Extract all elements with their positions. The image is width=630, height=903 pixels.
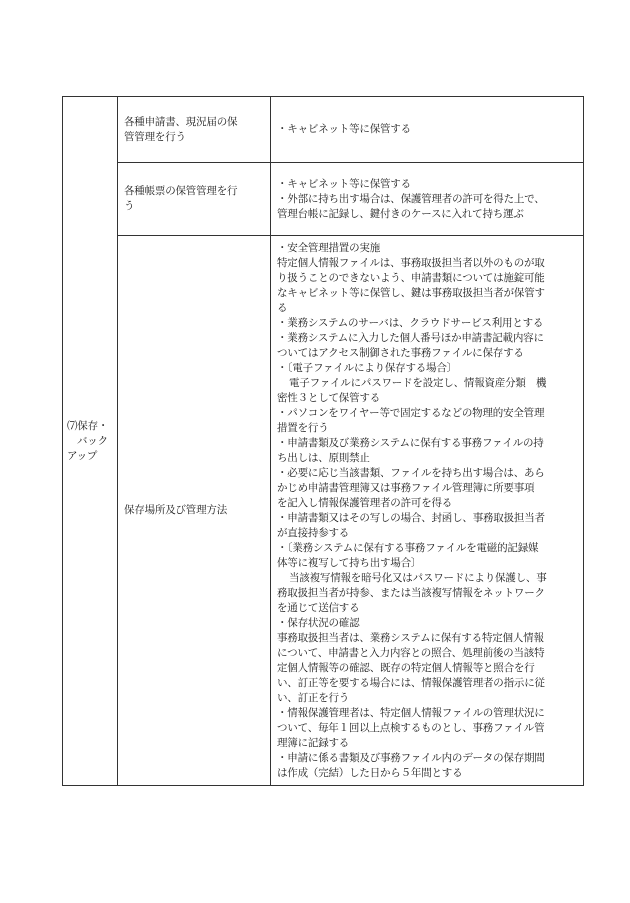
policy-table xyxy=(62,96,584,786)
description-line: を通じて送信する xyxy=(277,601,360,614)
table-row xyxy=(63,163,584,236)
description-line: 事務取扱担当者は、業務システムに保有する特定個人情報 xyxy=(277,631,544,644)
description-line: 特定個人情報ファイルは、事務取扱担当者以外のものが取 xyxy=(277,256,545,269)
description-line: は作成（完結）した日から５年間とする xyxy=(277,766,463,779)
description-line: 定個人情報等の確認、既存の特定個人情報等と照合を行 xyxy=(277,661,535,674)
description-line: 理簿に記録する xyxy=(277,736,350,749)
description-line: かじめ申請書管理簿又は事務ファイル管理簿に所要事項 xyxy=(277,481,535,494)
description-line: 密性３として保管する xyxy=(277,391,380,404)
item-cell xyxy=(118,163,271,236)
category-line: アップ xyxy=(67,449,98,462)
table-row xyxy=(63,236,584,786)
description-line: ち出しは、原則禁止 xyxy=(277,451,370,464)
item-cell xyxy=(118,236,271,786)
description-line: ・安全管理措置の実施 xyxy=(277,241,380,254)
description-line: ・業務システムに入力した個人番号ほか申請書記載内容に xyxy=(277,331,544,344)
description-line: ついてはアクセス制御された事務ファイルに保存する xyxy=(277,346,524,359)
description-line: について、申請書と入力内容との照合、処理前後の当該特 xyxy=(277,646,545,659)
item-line: 各種申請書、現況届の保 xyxy=(124,115,238,128)
description-line: ・〔業務システムに保有する事務ファイルを電磁的記録媒 xyxy=(277,541,539,554)
item-cell xyxy=(118,97,271,163)
item-line: 管管理を行う xyxy=(124,130,186,143)
description-line: 管理台帳に記録し、鍵付きのケースに入れて持ち運ぶ xyxy=(277,207,524,220)
description-line: ・必要に応じ当該書類、ファイルを持ち出す場合は、あら xyxy=(277,466,545,479)
description-line: ・申請書類及び業務システムに保有する事務ファイルの持 xyxy=(277,436,544,449)
description-line: ・業務システムのサーバは、クラウドサービス利用とする xyxy=(277,316,544,329)
description-line: い、訂正を行う xyxy=(277,691,350,704)
description-line: 当該複写情報を暗号化又はパスワードにより保護し、事 xyxy=(289,571,547,584)
description-line: ・〔電子ファイルにより保存する場合〕 xyxy=(277,361,457,374)
category-line: ⑺保存・ xyxy=(67,419,109,432)
description-line: ・申請に係る書類及び事務ファイル内のデータの保存期間 xyxy=(277,751,545,764)
description-line: 務取扱担当者が持参、または当該複写情報をネットワーク xyxy=(277,586,545,599)
description-cell xyxy=(271,97,584,163)
description-line: 体等に複写して持ち出す場合〕 xyxy=(277,556,422,569)
item-line: 保存場所及び管理方法 xyxy=(124,504,227,516)
category-line: バック xyxy=(77,434,108,447)
description-line: を記入し情報保護管理者の許可を得る xyxy=(277,496,453,509)
item-line: う xyxy=(124,200,135,212)
description-line: ・パソコンをワイヤー等で固定するなどの物理的安全管理 xyxy=(277,406,545,419)
description-cell xyxy=(271,163,584,236)
description-line: 措置を行う xyxy=(277,421,329,434)
description-line: ・情報保護管理者は、特定個人情報ファイルの管理状況に xyxy=(277,706,545,719)
description-line: る xyxy=(277,301,288,314)
description-line: り扱うことのできないよう、申請書類については施錠可能 xyxy=(277,271,545,284)
description-line: が直接持参する xyxy=(277,526,350,539)
description-line: ・キャビネット等に保管する xyxy=(277,123,411,135)
description-line: い、訂正等を要する場合には、情報保護管理者の指示に従 xyxy=(277,676,545,689)
item-line: 各種帳票の保管管理を行 xyxy=(124,185,238,197)
description-line: ・保存状況の確認 xyxy=(277,616,360,629)
description-line: ・キャビネット等に保管する xyxy=(277,177,411,190)
description-line: ・申請書類又はその写しの場合、封函し、事務取扱担当者 xyxy=(277,511,545,524)
category-cell xyxy=(63,97,118,786)
table-row xyxy=(63,97,584,163)
description-cell xyxy=(271,236,584,786)
description-line: ・外部に持ち出す場合は、保護管理者の許可を得た上で、 xyxy=(277,192,545,205)
description-line: なキャビネット等に保管し、鍵は事務取扱担当者が保管す xyxy=(277,286,545,299)
description-line: 電子ファイルにパスワードを設定し、情報資産分類 機 xyxy=(289,376,547,389)
description-line: ついて、毎年１回以上点検するものとし、事務ファイル管 xyxy=(277,721,545,734)
